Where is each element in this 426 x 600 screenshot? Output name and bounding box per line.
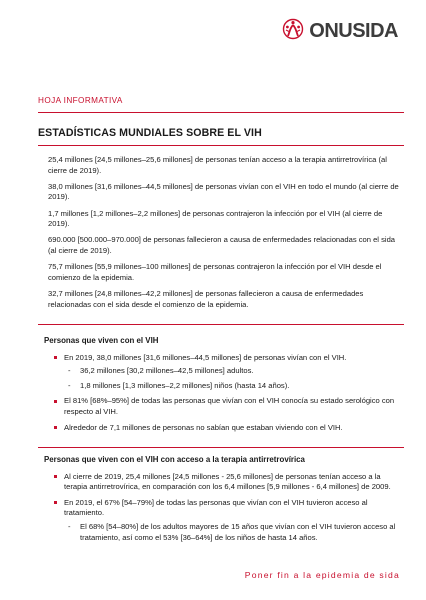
- red-ribbon-people-icon: [280, 18, 306, 45]
- list-item-text: En 2019, 38,0 millones [31,6 millones–44,5 millones] de personas vivían con el VIH.: [64, 352, 347, 362]
- list-item: Alrededor de 7,1 millones de personas no sabían que estaban viviendo con el VIH.: [48, 423, 400, 434]
- header-divider: [38, 112, 404, 113]
- sub-list-item: - 1,8 millones [1,3 millones–2,2 millones] niños (hasta 14 años).: [64, 381, 400, 392]
- list-item-text: En 2019, el 67% [54–79%] de todas las personas que vivían con el VIH tuvieron acceso al tratamiento.: [64, 497, 368, 518]
- list-item: [48, 498, 400, 543]
- doc-type-label: HOJA INFORMATIVA: [38, 96, 123, 105]
- stat-item: 25,4 millones [24,5 millones–25,6 millones] de personas tenían acceso a la terapia antirretrovírica (al cierre de 2019).: [48, 155, 387, 175]
- section-title: Personas que viven con el VIH con acceso a la terapia antirretrovírica: [44, 455, 305, 464]
- onusida-logo: [280, 18, 398, 45]
- stat-item: 690.000 [500.000–970.000] de personas fallecieron a causa de enfermedades relacionadas con el sida (al cierre de 2019).: [48, 235, 396, 255]
- page-title: ESTADÍSTICAS MUNDIALES SOBRE EL VIH: [38, 127, 262, 139]
- list-item: El 81% [68%–95%] de todas las personas que vivían con el VIH conocía su estado serológico con respecto al VIH.: [48, 396, 400, 417]
- stat-item: 38,0 millones [31,6 millones–44,5 millones] de personas vivían con el VIH en todo el mundo (al cierre de 2019).: [48, 181, 399, 202]
- section-art-access: [44, 455, 400, 548]
- sub-list-item: - 36,2 millones [30,2 millones–42,5 millones] adultos.: [64, 366, 400, 377]
- footer-slogan: Poner fin a la epidemia de sida: [244, 570, 400, 580]
- sub-list-item: - El 68% [54–80%] de los adultos mayores de 15 años que vivían con el VIH tuvieron acceso al tratamiento, así como el 53% [36–64%] de los niños de hasta 14 años.: [64, 522, 400, 543]
- stats-divider: [38, 324, 404, 325]
- key-stats: [48, 155, 400, 316]
- stat-item: 75,7 millones [55,9 millones–100 millones] de personas contrajeron la infección por el VIH desde el comienzo de la epidemia.: [48, 262, 382, 282]
- stat-item: 32,7 millones [24,8 millones–42,2 millones] de personas fallecieron a causa de enfermedades relacionadas con el sida desde el comienzo de la epidemia.: [48, 288, 364, 309]
- stat-item: 1,7 millones [1,2 millones–2,2 millones] de personas contrajeron la infección por el VIH (al cierre de 2019).: [48, 208, 383, 229]
- title-divider: [38, 145, 404, 146]
- logo-text: ONUSIDA: [309, 20, 398, 42]
- list-item: Al cierre de 2019, 25,4 millones [24,5 millones - 25,6 millones] de personas tenían acceso a la terapia antirretrovírica, en comparación con los 6,4 millones [5,9 millones - 6,4 millones] de 2009.: [48, 472, 400, 493]
- section-divider: [38, 447, 404, 448]
- section-title: Personas que viven con el VIH: [44, 336, 159, 345]
- list-item: [48, 353, 400, 392]
- section-living-with-hiv: [44, 336, 400, 438]
